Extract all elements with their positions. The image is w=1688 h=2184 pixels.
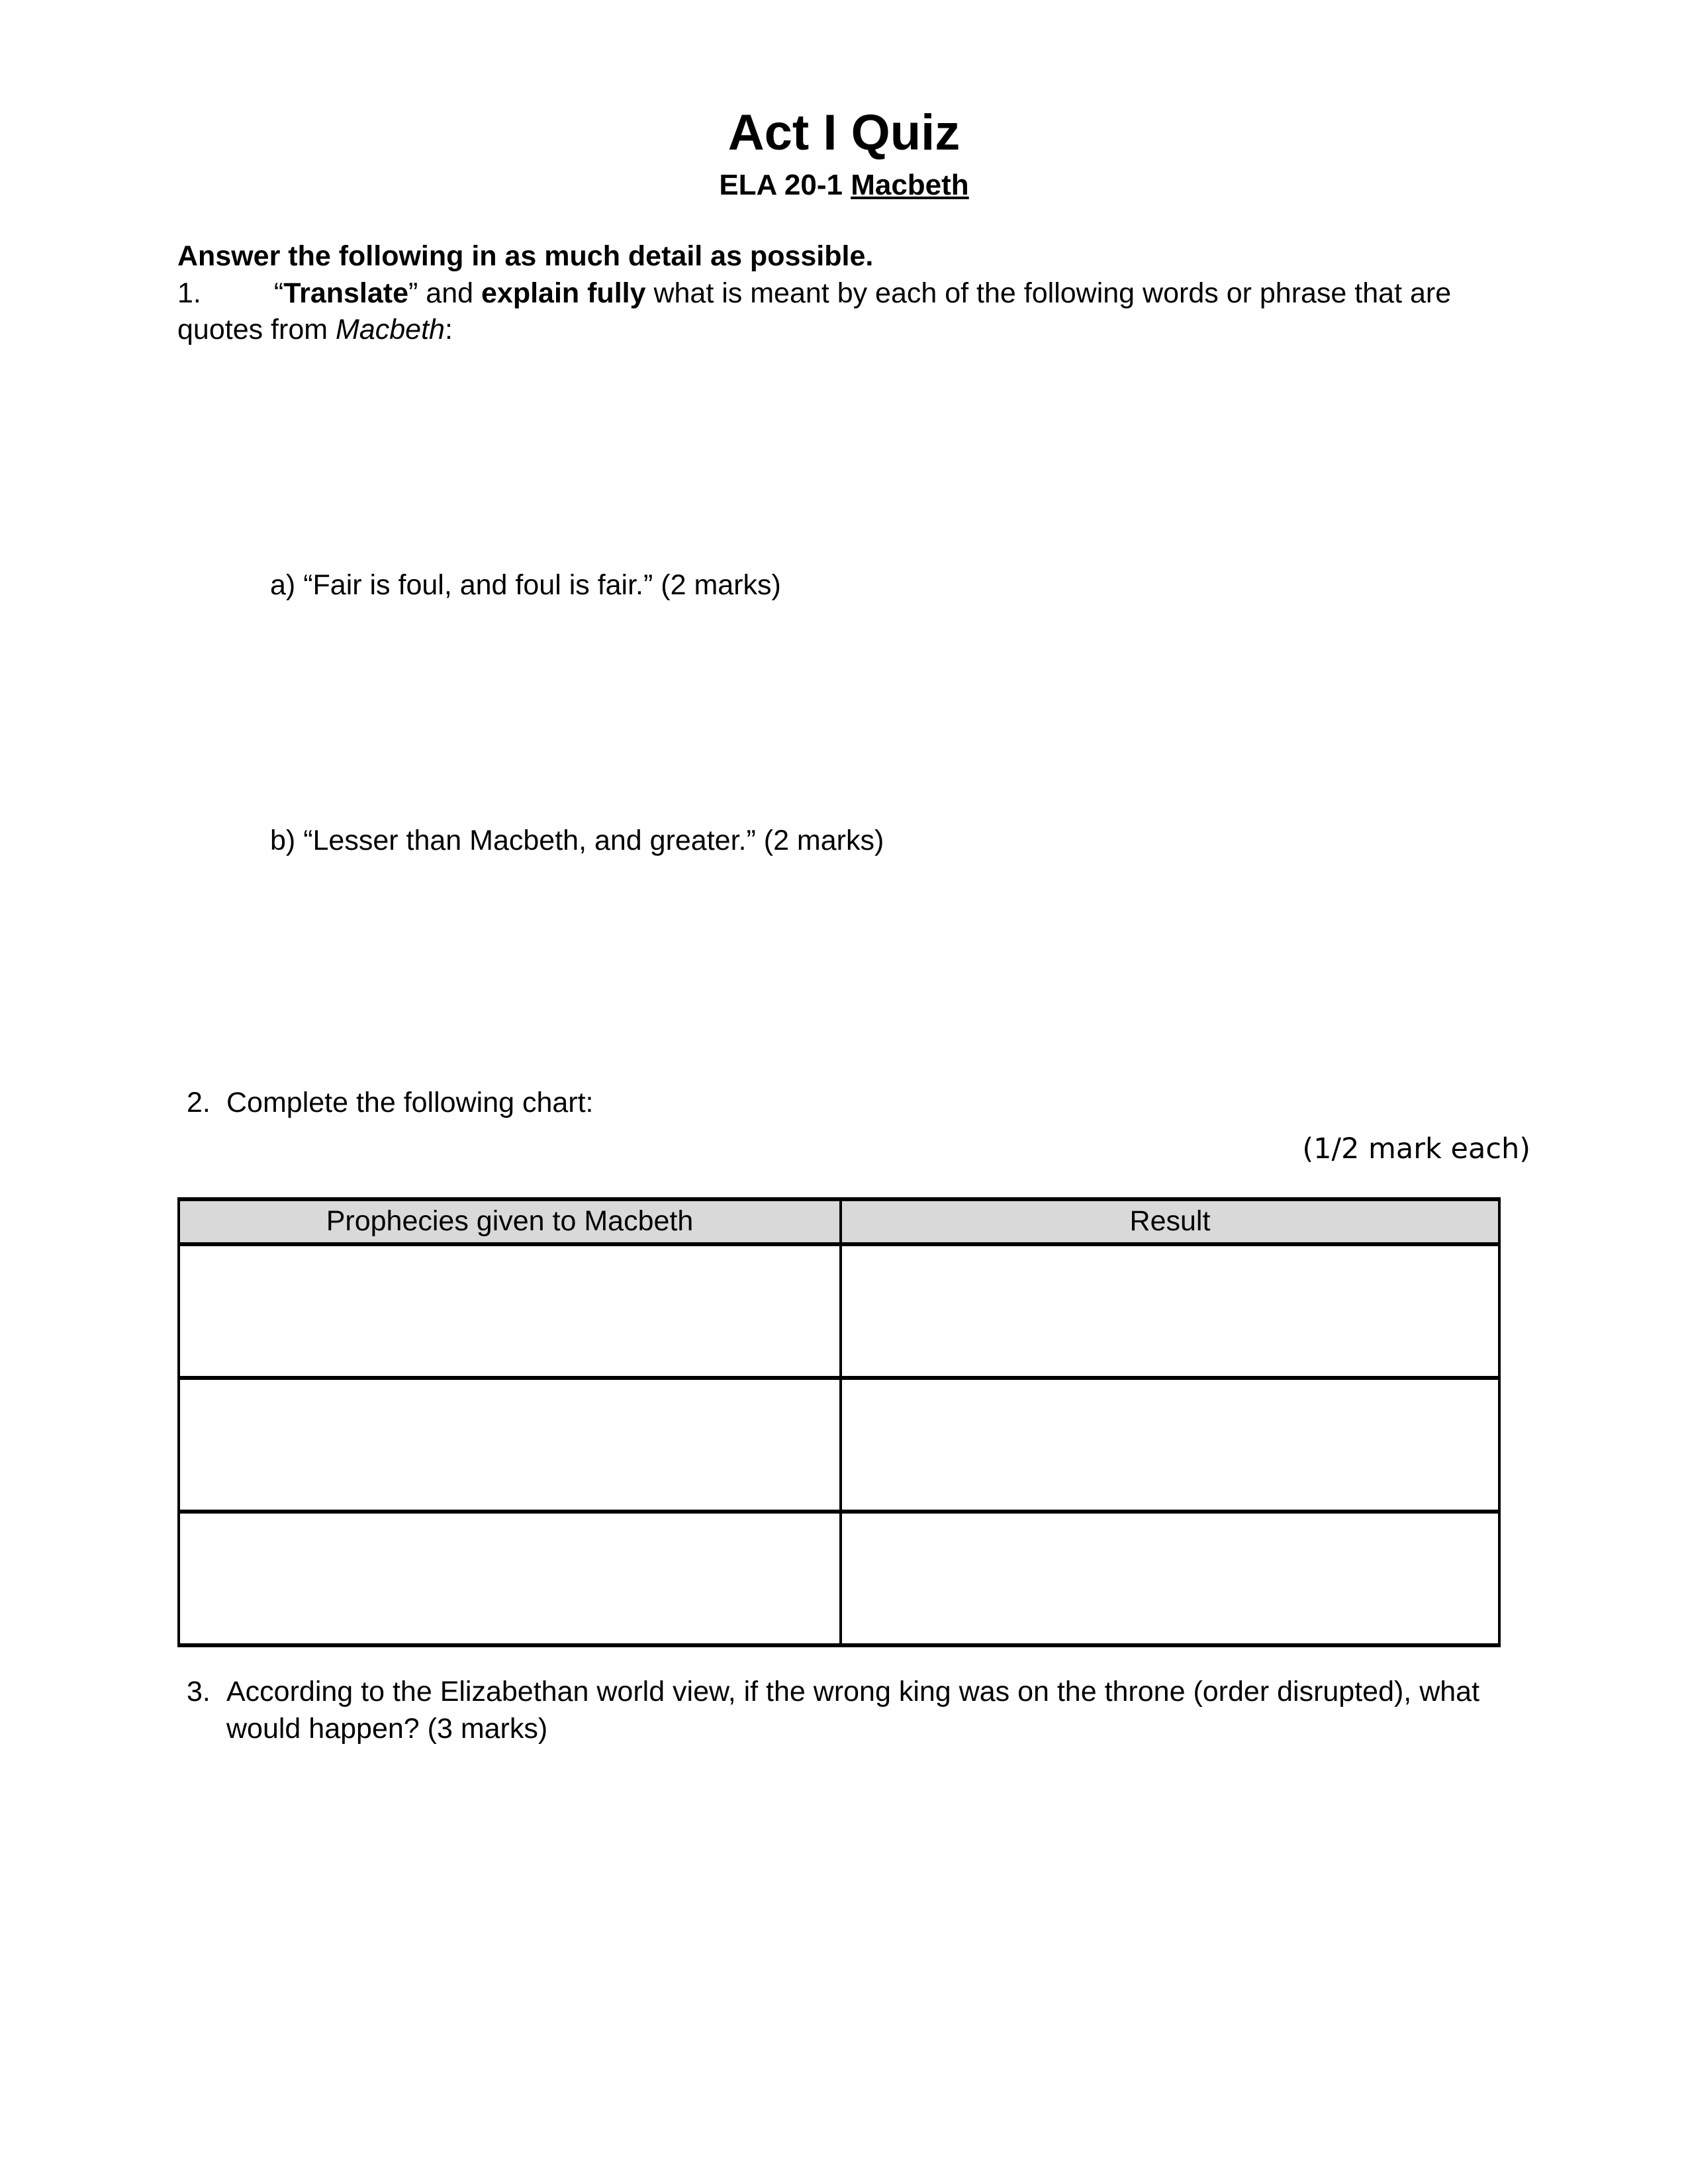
item-a-text: “Fair is foul, and foul is fair.” (2 marks) [303, 569, 781, 602]
document-body [0, 238, 1688, 1747]
question-2-text: Complete the following chart: [226, 1087, 594, 1119]
table-row [179, 1512, 1499, 1645]
question-1-body: what is meant by each of the following words or phrase that are quotes from [177, 277, 1452, 346]
question-1-colon: : [444, 314, 453, 346]
spacer-before-item-a [177, 349, 1536, 567]
emphasis-explain-fully: explain fully [481, 277, 646, 309]
prophecies-chart-wrapper [177, 1197, 1536, 1647]
question-2-marks-note: (1/2 mark each) [1302, 1132, 1530, 1165]
question-3-number: 3. [187, 1675, 211, 1707]
cell-prophecy-2[interactable] [179, 1378, 841, 1512]
quote-close: ” [408, 277, 418, 309]
subtitle-course: ELA 20-1 [719, 169, 851, 202]
question-2 [177, 1085, 1536, 1122]
conjunction-and: and [418, 277, 481, 309]
question-1 [177, 275, 1536, 349]
question-1-item-b [177, 823, 1536, 860]
cell-prophecy-1[interactable] [179, 1244, 841, 1378]
column-header-result: Result [841, 1199, 1499, 1244]
item-b-label: b) [270, 825, 296, 857]
work-title-italic: Macbeth [336, 314, 445, 346]
quote-open: “ [273, 277, 284, 309]
item-b-text: “Lesser than Macbeth, and greater.” (2 marks) [303, 825, 884, 857]
emphasis-translate: Translate [283, 277, 409, 309]
question-1-item-a [177, 567, 1536, 604]
question-1-number: 1. [177, 277, 201, 309]
table-row [179, 1378, 1499, 1512]
subtitle-work-title: Macbeth [851, 169, 969, 202]
page-title: Act I Quiz [727, 105, 961, 161]
cell-result-2[interactable] [841, 1378, 1499, 1512]
cell-prophecy-3[interactable] [179, 1512, 841, 1645]
question-3-text: According to the Elizabethan world view, if the wrong king was on the throne (order disrupted), what would happen? (3 marks) [226, 1675, 1480, 1745]
column-header-prophecies: Prophecies given to Macbeth [179, 1199, 841, 1244]
cell-result-1[interactable] [841, 1244, 1499, 1378]
table-header-row [179, 1199, 1499, 1244]
answer-space-item-a [177, 604, 1536, 823]
cell-result-3[interactable] [841, 1512, 1499, 1645]
question-2-number: 2. [187, 1087, 211, 1119]
question-3 [177, 1674, 1536, 1748]
table-row [179, 1244, 1499, 1378]
prophecies-chart [177, 1197, 1501, 1647]
page-subtitle [0, 160, 1688, 201]
item-a-label: a) [270, 569, 296, 602]
answer-space-item-b [177, 860, 1536, 1085]
instruction-line: Answer the following in as much detail as possible. [177, 240, 874, 273]
